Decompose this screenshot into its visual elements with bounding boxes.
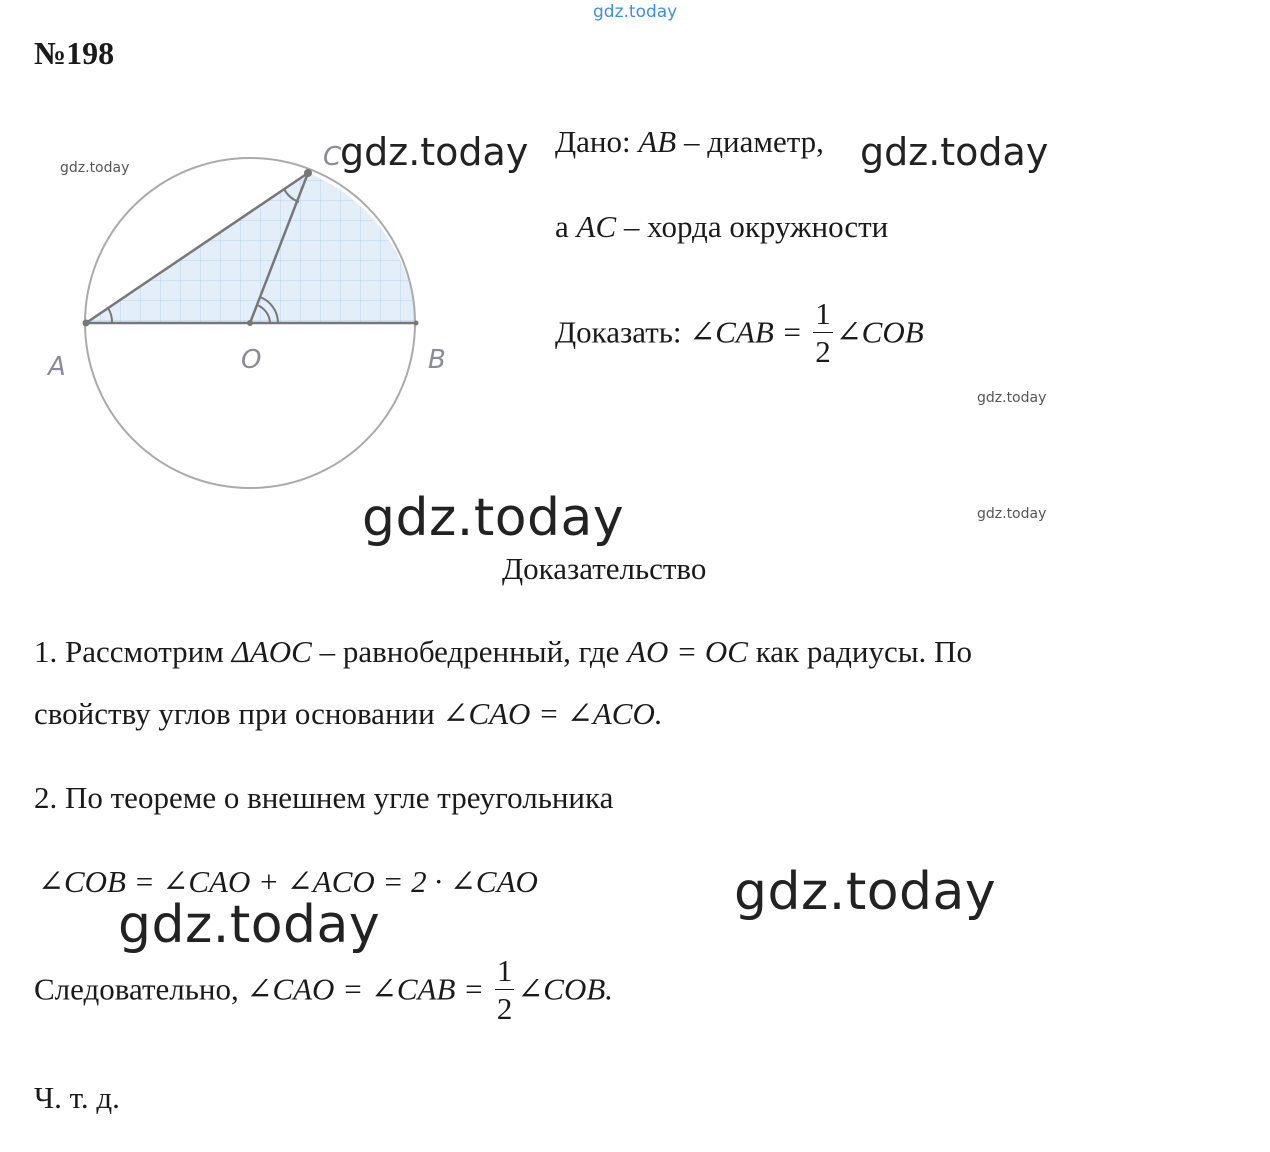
conclusion-rhs: ∠COB.: [517, 971, 614, 1007]
prove-fraction: [813, 298, 833, 367]
watermark-small-left: gdz.today: [60, 160, 130, 176]
watermark-small-right-2: gdz.today: [977, 506, 1047, 522]
prove-lhs: ∠CAB =: [689, 314, 811, 350]
formula-line: ∠COB = ∠CAO + ∠ACO = 2 · ∠CAO: [38, 864, 538, 899]
step1-line2-angles: ∠CAO = ∠ACO.: [442, 696, 663, 731]
given-text-2a: а: [555, 209, 577, 244]
prove-label: Доказать:: [555, 314, 690, 350]
conclusion-lhs: ∠CAO = ∠CAB =: [246, 971, 492, 1007]
point-o: [247, 320, 253, 326]
conclusion-fraction: [495, 955, 515, 1024]
given-var-ac: AC: [576, 209, 617, 244]
conclusion-label: Следовательно,: [34, 971, 247, 1007]
given-line-2: [555, 209, 888, 245]
given-text-1: – диаметр,: [676, 124, 824, 159]
given-text-2b: – хорда окружности: [616, 209, 889, 244]
prove-frac-den: 2: [815, 334, 831, 369]
proof-heading: Доказательство: [502, 551, 707, 586]
watermark-large-bottom-left: gdz.today: [118, 895, 381, 955]
given-label: Дано:: [555, 124, 639, 159]
label-c: C: [323, 142, 342, 172]
step1-text-a: 1. Рассмотрим: [34, 634, 232, 669]
label-b: B: [428, 345, 446, 375]
prove-frac-num: 1: [815, 296, 831, 331]
conclusion-frac-num: 1: [496, 953, 513, 988]
watermark-large-2: gdz.today: [860, 130, 1049, 174]
point-c: [304, 169, 312, 177]
step1-equality: AO = OC: [627, 634, 748, 669]
prove-rhs: ∠COB: [835, 314, 924, 350]
step1-text-e: как радиусы. По: [747, 634, 972, 669]
step1-triangle: ΔAOC: [231, 634, 312, 669]
prove-line: [555, 298, 924, 367]
step1-line2: [34, 696, 663, 732]
point-a: [83, 320, 90, 327]
given-line-1: [555, 124, 824, 160]
watermark-large-1: gdz.today: [340, 130, 529, 174]
step2-line: 2. По теореме о внешнем угле треугольника: [34, 780, 614, 815]
step1-line1: [34, 634, 972, 670]
label-o: O: [241, 345, 262, 375]
point-b: [414, 321, 419, 326]
step1-line2-text: свойству углов при основании: [34, 696, 443, 731]
conclusion-line: [34, 955, 613, 1024]
conclusion-frac-den: 2: [496, 991, 513, 1026]
qed: Ч. т. д.: [34, 1080, 120, 1115]
geometry-figure: [40, 140, 480, 500]
task-number: №198: [34, 35, 115, 71]
watermark-small-right-1: gdz.today: [977, 390, 1047, 406]
step1-text-c: – равнобедренный, где: [311, 634, 628, 669]
watermark-large-center: gdz.today: [362, 488, 625, 548]
watermark-large-bottom-right: gdz.today: [734, 862, 997, 922]
label-a: A: [48, 352, 66, 382]
given-var-ab: AB: [638, 124, 677, 159]
watermark-top: gdz.today: [593, 2, 678, 22]
